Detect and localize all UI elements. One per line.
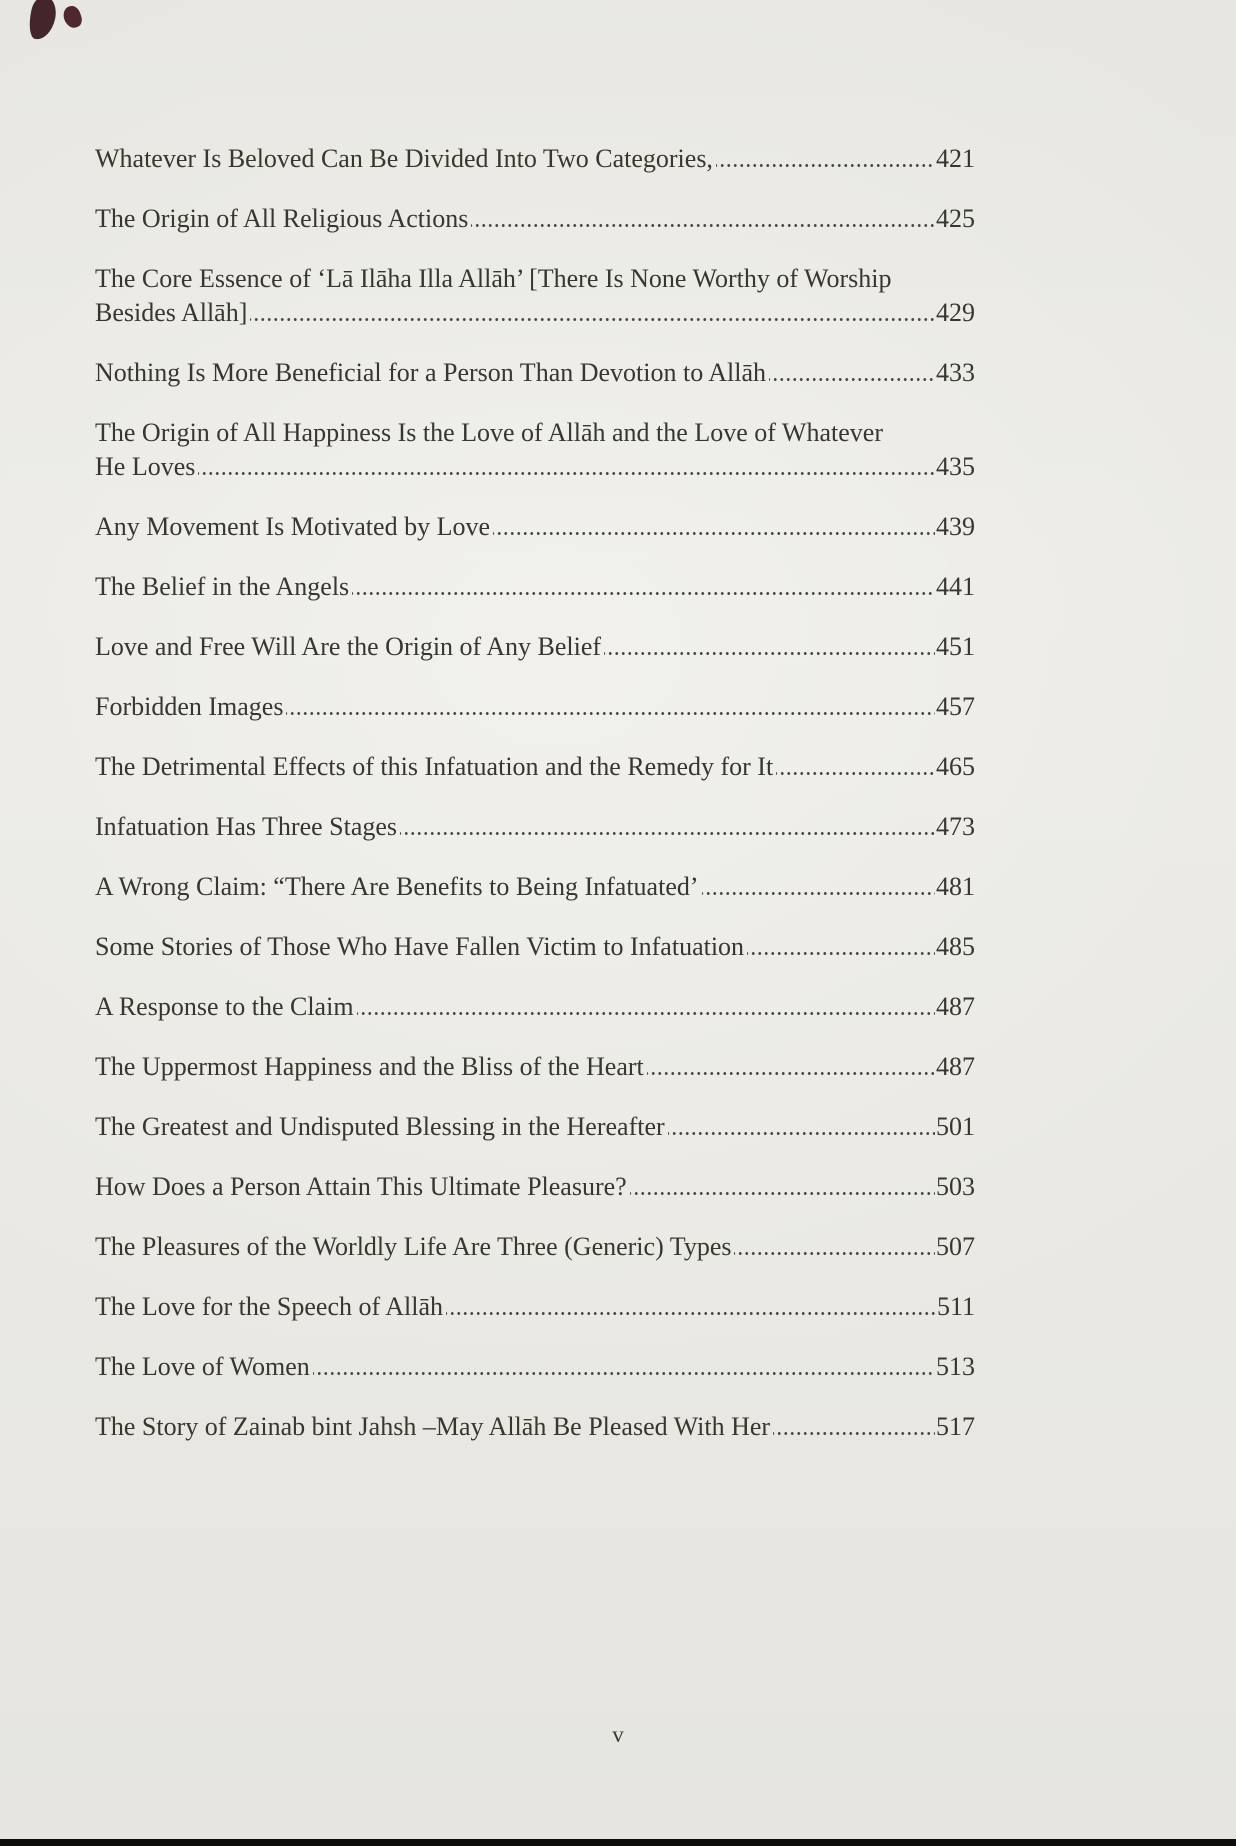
toc-entry-title: Whatever Is Beloved Can Be Divided Into Two Categories, bbox=[95, 144, 713, 173]
scan-bottom-edge bbox=[0, 1839, 1236, 1846]
dot-leader bbox=[702, 870, 935, 904]
toc-list bbox=[95, 142, 975, 1470]
toc-entry-page-number: 439 bbox=[936, 512, 975, 541]
toc-entry-page-number: 507 bbox=[936, 1232, 975, 1261]
dot-leader bbox=[604, 630, 935, 664]
scan-artifact-mark bbox=[61, 4, 84, 30]
dot-leader bbox=[747, 930, 935, 964]
toc-entry-title: The Story of Zainab bint Jahsh –May Allāh Be Pleased With Her bbox=[95, 1412, 771, 1441]
toc-entry-page-number: 425 bbox=[936, 204, 975, 233]
toc-entry-line bbox=[95, 1110, 975, 1144]
toc-entry bbox=[95, 1290, 975, 1324]
toc-entry-title: Infatuation Has Three Stages bbox=[95, 812, 398, 841]
toc-entry-line bbox=[95, 202, 975, 236]
toc-entry-page-number: 487 bbox=[936, 992, 975, 1021]
toc-entry-line bbox=[95, 1170, 975, 1204]
toc-entry-page-number: 429 bbox=[936, 298, 975, 327]
toc-entry bbox=[95, 570, 975, 604]
toc-entry-line bbox=[95, 690, 975, 724]
toc-entry-line bbox=[95, 416, 975, 450]
dot-leader bbox=[313, 1350, 935, 1384]
toc-entry-line bbox=[95, 510, 975, 544]
dot-leader bbox=[773, 1410, 935, 1444]
page-number-footer: v bbox=[612, 1722, 624, 1747]
toc-entry-page-number: 513 bbox=[936, 1352, 975, 1381]
toc-entry-line bbox=[95, 142, 975, 176]
toc-entry bbox=[95, 202, 975, 236]
toc-entry-title: A Wrong Claim: “There Are Benefits to Being Infatuated’ bbox=[95, 872, 699, 901]
toc-entry-line bbox=[95, 296, 975, 330]
toc-entry bbox=[95, 930, 975, 964]
toc-entry-title: The Pleasures of the Worldly Life Are Three (Generic) Types bbox=[95, 1232, 732, 1261]
toc-entry bbox=[95, 870, 975, 904]
dot-leader bbox=[357, 990, 935, 1024]
toc-entry-line bbox=[95, 570, 975, 604]
toc-entry bbox=[95, 1230, 975, 1264]
toc-entry-page-number: 511 bbox=[936, 1292, 975, 1321]
toc-entry-line bbox=[95, 262, 975, 296]
dot-leader bbox=[647, 1050, 935, 1084]
toc-entry bbox=[95, 690, 975, 724]
toc-entry-line bbox=[95, 870, 975, 904]
toc-entry-page-number: 501 bbox=[936, 1112, 975, 1141]
toc-entry-page-number: 487 bbox=[936, 1052, 975, 1081]
dot-leader bbox=[734, 1230, 935, 1264]
toc-entry-line bbox=[95, 450, 975, 484]
toc-entry bbox=[95, 1410, 975, 1444]
dot-leader bbox=[716, 142, 935, 176]
toc-entry bbox=[95, 990, 975, 1024]
dot-leader bbox=[668, 1110, 935, 1144]
toc-entry bbox=[95, 1050, 975, 1084]
toc-entry bbox=[95, 416, 975, 484]
toc-entry-page-number: 465 bbox=[936, 752, 975, 781]
toc-entry-title: The Belief in the Angels bbox=[95, 572, 350, 601]
toc-entry-title: Love and Free Will Are the Origin of Any Belief bbox=[95, 632, 602, 661]
toc-entry-page-number: 503 bbox=[936, 1172, 975, 1201]
toc-entry-page-number: 433 bbox=[936, 358, 975, 387]
toc-entry-title: He Loves bbox=[95, 452, 196, 481]
toc-entry-title: The Love for the Speech of Allāh bbox=[95, 1292, 443, 1321]
toc-entry-title: The Detrimental Effects of this Infatuation and the Remedy for It bbox=[95, 752, 774, 781]
toc-entry bbox=[95, 510, 975, 544]
toc-entry bbox=[95, 1170, 975, 1204]
toc-entry-page-number: 451 bbox=[936, 632, 975, 661]
toc-entry bbox=[95, 810, 975, 844]
toc-entry-title: Nothing Is More Beneficial for a Person Than Devotion to Allāh bbox=[95, 358, 767, 387]
dot-leader bbox=[471, 202, 935, 236]
dot-leader bbox=[352, 570, 935, 604]
toc-entry-line bbox=[95, 356, 975, 390]
toc-entry-title: The Greatest and Undisputed Blessing in the Hereafter bbox=[95, 1112, 665, 1141]
toc-entry-line bbox=[95, 1230, 975, 1264]
scan-artifact-mark bbox=[26, 0, 60, 42]
toc-entry-title: Some Stories of Those Who Have Fallen Victim to Infatuation bbox=[95, 932, 745, 961]
toc-entry-line bbox=[95, 750, 975, 784]
toc-entry-title: The Uppermost Happiness and the Bliss of the Heart bbox=[95, 1052, 644, 1081]
dot-leader bbox=[400, 810, 935, 844]
toc-entry bbox=[95, 630, 975, 664]
toc-entry-page-number: 481 bbox=[936, 872, 975, 901]
toc-entry-page-number: 485 bbox=[936, 932, 975, 961]
toc-entry-page-number: 441 bbox=[936, 572, 975, 601]
toc-entry-title: Besides Allāh] bbox=[95, 298, 248, 327]
dot-leader bbox=[776, 750, 935, 784]
toc-entry bbox=[95, 262, 975, 330]
toc-entry-line bbox=[95, 930, 975, 964]
dot-leader bbox=[446, 1290, 936, 1324]
toc-entry bbox=[95, 142, 975, 176]
toc-entry-line bbox=[95, 1350, 975, 1384]
toc-entry-title: Any Movement Is Motivated by Love bbox=[95, 512, 490, 541]
toc-entry-line bbox=[95, 630, 975, 664]
toc-entry-line bbox=[95, 990, 975, 1024]
toc-entry bbox=[95, 750, 975, 784]
dot-leader bbox=[493, 510, 935, 544]
toc-entry-title: A Response to the Claim bbox=[95, 992, 354, 1021]
toc-entry-title: The Origin of All Happiness Is the Love of Allāh and the Love of Whatever bbox=[95, 418, 883, 447]
toc-entry-line bbox=[95, 1410, 975, 1444]
toc-entry-page-number: 421 bbox=[936, 144, 975, 173]
toc-entry-title: The Love of Women bbox=[95, 1352, 310, 1381]
toc-entry-title: Forbidden Images bbox=[95, 692, 284, 721]
toc-entry bbox=[95, 1350, 975, 1384]
dot-leader bbox=[250, 296, 935, 330]
toc-entry-page-number: 435 bbox=[936, 452, 975, 481]
dot-leader bbox=[286, 690, 935, 724]
toc-entry bbox=[95, 356, 975, 390]
toc-entry-title: The Core Essence of ‘Lā Ilāha Illa Allāh’ [There Is None Worthy of Worship bbox=[95, 264, 892, 293]
toc-entry-line bbox=[95, 810, 975, 844]
toc-entry-line bbox=[95, 1290, 975, 1324]
toc-entry-line bbox=[95, 1050, 975, 1084]
toc-entry-page-number: 457 bbox=[936, 692, 975, 721]
toc-entry-title: How Does a Person Attain This Ultimate Pleasure? bbox=[95, 1172, 627, 1201]
dot-leader bbox=[769, 356, 935, 390]
dot-leader bbox=[198, 450, 935, 484]
toc-entry-title: The Origin of All Religious Actions bbox=[95, 204, 469, 233]
toc-entry bbox=[95, 1110, 975, 1144]
toc-entry-page-number: 473 bbox=[936, 812, 975, 841]
dot-leader bbox=[630, 1170, 935, 1204]
toc-entry-page-number: 517 bbox=[936, 1412, 975, 1441]
